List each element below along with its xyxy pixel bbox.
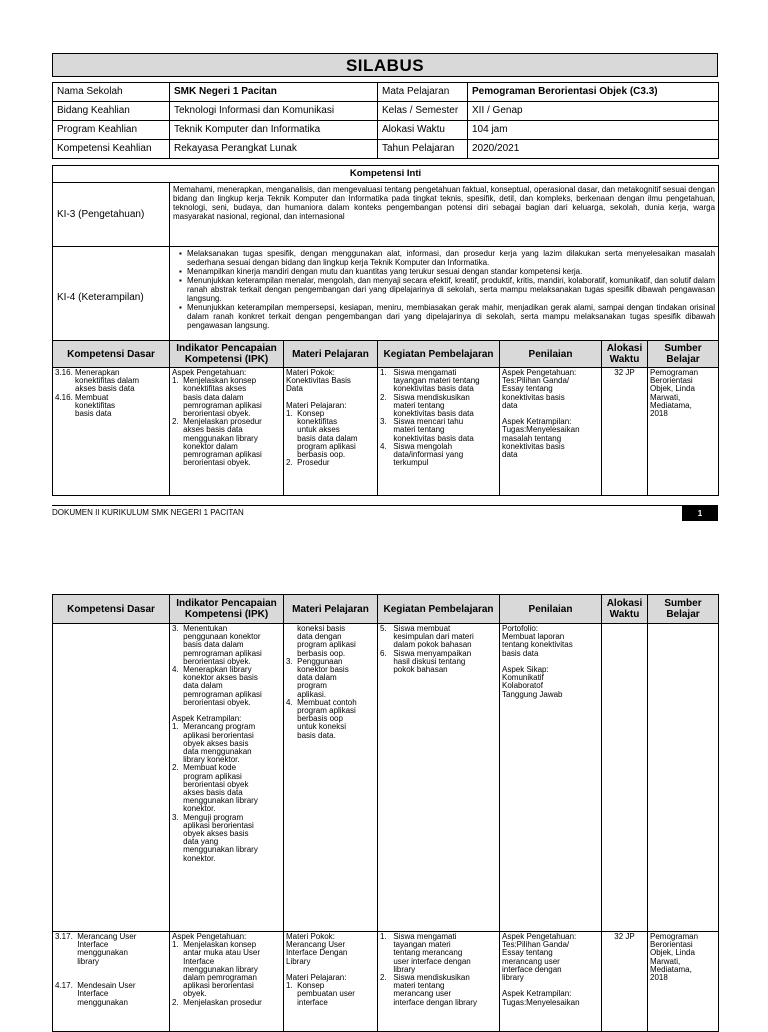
cell-kd <box>53 932 170 1032</box>
cell-text-line: 3. Menentukan <box>172 624 228 633</box>
info-value: XII / Genap <box>468 102 719 121</box>
info-value: 104 jam <box>468 121 719 140</box>
cell-text-line: konektifitas <box>55 400 116 410</box>
column-header: Indikator Pencapaian Kompetensi (IPK) <box>170 341 284 368</box>
ki4-item: ▪ Menampilkan kinerja mandiri dengan mutu dan kuantitas yang terukur sesuai dengan standar kompetensi kerja. <box>179 267 715 276</box>
cell-text-line: 3.16. Menerapkan <box>55 368 120 377</box>
cell-kegiatan <box>378 368 500 496</box>
cell-text-line: konektivitas basis data <box>380 384 474 394</box>
cell-text-line: Tugas:Menyelesaikan <box>502 997 580 1007</box>
cell-text-line: basis data dalam <box>172 640 244 650</box>
cell-text-line: Aspek Pengetahuan: <box>172 932 247 941</box>
page-footer <box>52 505 718 524</box>
cell-text-line: 6. Siswa menyampaikan <box>380 648 472 658</box>
cell-text-line: 5. Siswa membuat <box>380 624 451 633</box>
cell-text-line: konektor akses basis <box>172 673 258 683</box>
cell-text-line: aplikasi. <box>286 689 327 699</box>
cell-text-line: konektor basis <box>286 665 349 675</box>
cell-text-line: akses basis data <box>172 788 243 798</box>
cell-text-line: konektifitas dalam <box>55 376 140 386</box>
cell-text-line: aplikasi berorientasi <box>172 820 254 830</box>
cell-text-line: Merancang User <box>286 940 346 950</box>
cell-text-line: penggunaan konektor <box>172 632 261 642</box>
info-value: Teknologi Informasi dan Komunikasi <box>170 102 378 121</box>
cell-text-line: konektifitas <box>286 417 338 427</box>
core-competency-table <box>52 165 719 349</box>
column-header: Sumber Belajar <box>648 595 719 624</box>
cell-text-line: berbasis oop. <box>286 648 346 658</box>
syllabus-table-page-1 <box>52 340 719 496</box>
column-header: Indikator Pencapaian Kompetensi (IPK) <box>170 595 284 624</box>
column-header: Materi Pelajaran <box>284 341 378 368</box>
cell-sumber <box>648 368 719 496</box>
info-row <box>53 140 719 159</box>
cell-text-line: hasil diskusi tentang <box>380 656 466 666</box>
cell-text-line: Interface <box>172 956 215 966</box>
cell-text-line: obyek. <box>172 989 207 999</box>
cell-text-line: pemrograman aplikasi <box>172 400 262 410</box>
cell-text-line: Pemograman <box>650 932 699 941</box>
footer-text: DOKUMEN II KURIKULUM SMK NEGERI 1 PACITAN <box>52 508 244 517</box>
page-number: 1 <box>682 506 718 521</box>
cell-text-line: Aspek Pengetahuan: <box>172 368 247 377</box>
cell-text-line: tayangan materi <box>380 940 451 950</box>
cell-text-line: Data <box>286 384 303 394</box>
info-label: Nama Sekolah <box>53 83 170 102</box>
cell-text-line: berbasis oop <box>286 714 343 724</box>
info-value: Teknik Komputer dan Informatika <box>170 121 378 140</box>
cell-text-line: untuk koneksi <box>286 722 347 732</box>
cell-text-line: 4. Membuat contoh <box>286 697 357 707</box>
cell-text-line: data dengan <box>286 632 342 642</box>
cell-text-line: 32 JP <box>614 368 635 377</box>
cell-text-line: Materi Pokok: <box>286 368 335 377</box>
table-row <box>53 368 719 496</box>
cell-text-line: Kolaboratof <box>502 681 543 691</box>
cell-text-line: koneksi basis <box>286 624 346 633</box>
cell-text-line: 1. Menjelaskan konsep <box>172 376 257 386</box>
cell-text-line: untuk akses <box>286 425 340 435</box>
column-header: Penilaian <box>500 595 602 624</box>
cell-text-line: library <box>502 973 524 983</box>
info-label: Alokasi Waktu <box>378 121 468 140</box>
cell-text-line: tentang merancang <box>380 948 463 958</box>
info-label: Mata Pelajaran <box>378 83 468 102</box>
cell-text-line: pemrograman aplikasi <box>172 648 262 658</box>
cell-text-line: 1. Siswa mengamati <box>380 932 457 941</box>
cell-text-line: basis data <box>55 409 112 419</box>
cell-text-line: Tes:Pilihan Ganda/ <box>502 376 570 386</box>
cell-text-line: pokok bahasan <box>380 665 448 675</box>
cell-text-line: tayangan materi tentang <box>380 376 480 386</box>
cell-text-line: Interface <box>55 989 109 999</box>
cell-text-line: Materi Pelajaran: <box>286 973 347 983</box>
cell-sumber <box>648 624 719 932</box>
info-value: 2020/2021 <box>468 140 719 159</box>
cell-text-line: interface dengan <box>502 964 562 974</box>
cell-text-line: menggunakan library <box>172 796 258 806</box>
page-title: SILABUS <box>52 53 718 77</box>
cell-text-line: Portofolio: <box>502 624 539 633</box>
column-header: Kegiatan Pembelajaran <box>378 595 500 624</box>
cell-text-line: konektor. <box>172 804 216 814</box>
column-header: Sumber Belajar <box>648 341 719 368</box>
cell-text-line: terkumpul <box>380 458 429 468</box>
cell-text-line: dalam pokok bahasan <box>380 640 472 650</box>
cell-text-line: 1. Konsep <box>286 409 325 419</box>
info-label: Kompetensi Keahlian <box>53 140 170 159</box>
cell-text-line: program aplikasi <box>286 640 356 650</box>
core-competency-header: Kompetensi Inti <box>53 166 719 183</box>
cell-ipk <box>170 368 284 496</box>
info-row <box>53 83 719 102</box>
info-label: Kelas / Semester <box>378 102 468 121</box>
cell-text-line: menggunakan library <box>172 433 258 443</box>
column-header: Alokasi Waktu <box>602 595 648 624</box>
cell-text-line: 3. Menguji program <box>172 812 244 822</box>
cell-text-line: Tugas:Menyelesaikan <box>502 425 580 435</box>
ki4-item: ▪ Menunjukkan keterampilan menalar, mengolah, dan menyaji secara efektif, kreatif, produktif, kritis, mandiri, kolaboratif, komunikatif, dan solutif dalam ranah abstrak terkait dengan pengembangan dari yang dipelajarinya di sekolah, serta mampu melaksanakan tugas spesifik dibawah pengawasan langsung. <box>179 276 715 303</box>
cell-text-line: berorientasi obyek <box>172 779 249 789</box>
column-header: Kompetensi Dasar <box>53 341 170 368</box>
cell-text-line <box>55 966 167 974</box>
cell-text-line: Aspek Pengetahuan: <box>502 368 577 377</box>
info-row <box>53 102 719 121</box>
cell-materi <box>284 932 378 1032</box>
cell-text-line <box>604 625 645 633</box>
cell-text-line: menggunakan <box>55 948 128 958</box>
school-info-table <box>52 82 719 159</box>
cell-text-line: konektivitas basis data <box>380 409 474 419</box>
cell-text-line: berbasis oop. <box>286 450 346 460</box>
cell-text-line: Tes:Pilihan Ganda/ <box>502 940 570 950</box>
cell-text-line: Komunikatif <box>502 673 544 683</box>
cell-text-line: user interface dengan <box>380 956 471 966</box>
cell-text-line: 4.17. Mendesain User <box>55 981 136 991</box>
cell-text-line: merancang user <box>380 989 452 999</box>
cell-text-line <box>650 625 716 633</box>
cell-text-line: 4. Siswa mengolah <box>380 441 453 451</box>
cell-text-line: 2. Siswa mendiskusikan <box>380 973 470 983</box>
cell-text-line: 2. Prosedur <box>286 458 330 468</box>
cell-text-line: Aspek Ketrampilan: <box>502 417 572 427</box>
cell-text-line: menggunakan <box>55 997 128 1007</box>
cell-text-line: pembuatan user <box>286 989 355 999</box>
cell-text-line: konektor. <box>172 853 216 863</box>
cell-text-line: Aspek Sikap: <box>502 665 549 675</box>
cell-text-line: 1. Siswa mengamati <box>380 368 457 377</box>
cell-text-line: 2018 <box>650 409 668 419</box>
info-row <box>53 121 719 140</box>
cell-text-line: 2018 <box>650 973 668 983</box>
cell-text-line: Marwati, <box>650 956 681 966</box>
cell-text-line: konektifitas akses <box>172 384 247 394</box>
cell-text-line: Konektivitas Basis <box>286 376 351 386</box>
cell-text-line: data dalam <box>286 673 337 683</box>
cell-text-line: antar muka atau User <box>172 948 261 958</box>
cell-sumber <box>648 932 719 1032</box>
cell-text-line: menggunakan library <box>172 845 258 855</box>
table-row <box>53 932 719 1032</box>
cell-text-line: konektivitas basis <box>502 392 565 402</box>
info-label: Tahun Pelajaran <box>378 140 468 159</box>
cell-text-line: materi tentang <box>380 400 445 410</box>
cell-text-line: 3. Siswa mencari tahu <box>380 417 464 427</box>
cell-text-line: aplikasi berorientasi <box>172 981 254 991</box>
column-header: Penilaian <box>500 341 602 368</box>
cell-text-line: 4. Menerapkan library <box>172 665 252 675</box>
cell-text-line: berorientasi obyek. <box>172 656 251 666</box>
cell-text-line: data/informasi yang <box>380 450 464 460</box>
cell-text-line: program <box>286 681 327 691</box>
ki4-list <box>173 249 715 330</box>
table-row <box>53 624 719 932</box>
cell-materi <box>284 368 378 496</box>
cell-text-line: basis data dalam <box>172 392 244 402</box>
column-header: Kompetensi Dasar <box>53 595 170 624</box>
cell-kegiatan <box>378 932 500 1032</box>
cell-text-line: Interface <box>55 940 109 950</box>
cell-text-line: Materi Pelajaran: <box>286 400 347 410</box>
cell-text-line: data menggunakan <box>172 747 252 757</box>
cell-text-line: Aspek Ketrampilan: <box>502 989 572 999</box>
cell-text-line: 3. Penggunaan <box>286 656 343 666</box>
cell-text-line: Marwati, <box>650 392 681 402</box>
cell-text-line: 1. Merancang program <box>172 722 256 732</box>
ki3-label: KI-3 (Pengetahuan) <box>53 183 170 247</box>
cell-text-line: 32 JP <box>614 932 635 941</box>
cell-text-line: Materi Pokok: <box>286 932 335 941</box>
cell-text-line: pemrograman aplikasi <box>172 450 262 460</box>
cell-text-line: Berorientasi <box>650 376 693 386</box>
cell-text-line: Tanggung Jawab <box>502 689 563 699</box>
cell-text-line: Mediatama, <box>650 964 692 974</box>
info-value: Rekayasa Perangkat Lunak <box>170 140 378 159</box>
ki4-item: ▪ Menunjukkan keterampilan mempersepsi, kesiapan, meniru, membiasakan gerak mahir, menjadikan gerak alami, sampai dengan tindakan orisinal dalam ranah konkret terkait dengan pengembangan dari yang dipelajarinya di sekolah, serta mampu melaksanakan tugas spesifik dibawah pengawasan langsung. <box>179 303 715 330</box>
cell-text-line: Objek, Linda <box>650 384 695 394</box>
ki3-text: Memahami, menerapkan, menganalisis, dan mengevaluasi tentang pengetahuan faktual, konseptual, operasional dasar, dan metakognitif sesuai dengan bidang dan lingkup kerja Teknik Komputer dan Informatika pada tingkat teknis, spesifik, detil, dan kompleks, berkenaan dengan ilmu pengetahuan, teknologi, seni, budaya, dan humaniora dalam konteks pengembangan potensi diri sebagai bagian dari keluarga, sekolah, dunia kerja, warga masyarakat nasional, regional, dan internasional <box>170 183 719 247</box>
cell-text-line: 1. Menjelaskan konsep <box>172 940 257 950</box>
cell-text-line: basis data. <box>286 730 336 740</box>
column-header: Materi Pelajaran <box>284 595 378 624</box>
cell-text-line: Aspek Ketrampilan: <box>172 714 242 724</box>
cell-text-line: akses basis data <box>55 384 135 394</box>
cell-text-line: berorientasi obyek. <box>172 409 251 419</box>
cell-text-line: library <box>380 964 416 974</box>
cell-text-line: data dalam <box>172 681 223 691</box>
cell-penilaian <box>500 932 602 1032</box>
cell-text-line: berorientasi obyek. <box>172 458 251 468</box>
cell-text-line <box>55 625 167 633</box>
cell-text-line: data <box>502 400 518 410</box>
info-label: Program Keahlian <box>53 121 170 140</box>
cell-text-line: tentang konektivitas <box>502 640 573 650</box>
cell-text-line: program aplikasi <box>286 441 356 451</box>
column-header: Kegiatan Pembelajaran <box>378 341 500 368</box>
cell-text-line: library <box>55 956 100 966</box>
cell-text-line: 2. Siswa mendiskusikan <box>380 392 470 402</box>
cell-kd <box>53 368 170 496</box>
cell-text-line: data <box>502 450 518 460</box>
cell-text-line: kesimpulan dari materi <box>380 632 474 642</box>
cell-kegiatan <box>378 624 500 932</box>
cell-text-line: 2. Menjelaskan prosedur <box>172 997 262 1007</box>
cell-text-line: Mediatama, <box>650 400 692 410</box>
cell-text-line: Pemograman <box>650 368 699 377</box>
column-header: Alokasi Waktu <box>602 341 648 368</box>
cell-penilaian <box>500 368 602 496</box>
cell-text-line: basis data <box>502 648 539 658</box>
cell-materi <box>284 624 378 932</box>
cell-penilaian <box>500 624 602 932</box>
cell-text-line: program aplikasi <box>286 706 356 716</box>
cell-alokasi <box>602 624 648 932</box>
cell-text-line: Interface Dengan <box>286 948 348 958</box>
syllabus-table-page-2 <box>52 594 719 1032</box>
cell-text-line: Aspek Pengetahuan: <box>502 932 577 941</box>
cell-text-line: library konektor. <box>172 755 240 765</box>
cell-text-line: konektivitas basis <box>502 441 565 451</box>
cell-text-line: dalam pemrograman <box>172 973 257 983</box>
cell-text-line: 2. Menjelaskan prosedur <box>172 417 262 427</box>
cell-text-line: materi tentang <box>380 425 445 435</box>
cell-text-line: Essay tentang <box>502 948 553 958</box>
cell-text-line: merancang user <box>502 956 560 966</box>
info-value: Pemograman Berorientasi Objek (C3.3) <box>468 83 719 102</box>
cell-text-line: Objek, Linda <box>650 948 695 958</box>
cell-text-line: interface dengan library <box>380 997 477 1007</box>
cell-text-line: aplikasi berorientasi <box>172 730 254 740</box>
cell-text-line: Essay tentang <box>502 384 553 394</box>
cell-text-line: obyek akses basis <box>172 829 249 839</box>
cell-text-line: Library <box>286 956 311 966</box>
cell-ipk <box>170 932 284 1032</box>
cell-text-line: data yang <box>172 837 219 847</box>
cell-text-line: 1. Konsep <box>286 981 325 991</box>
cell-text-line: 3.17. Merancang User <box>55 932 137 941</box>
cell-text-line: konektivitas basis data <box>380 433 474 443</box>
cell-text-line: berorientasi obyek. <box>172 697 251 707</box>
cell-ipk <box>170 624 284 932</box>
cell-text-line: pemrograman aplikasi <box>172 689 262 699</box>
cell-text-line: menggunakan library <box>172 964 258 974</box>
cell-text-line: Membuat laporan <box>502 632 565 642</box>
info-label: Bidang Keahlian <box>53 102 170 121</box>
cell-alokasi <box>602 932 648 1032</box>
cell-text-line: masalah tentang <box>502 433 562 443</box>
cell-text-line: 4.16. Membuat <box>55 392 109 402</box>
cell-text-line: materi tentang <box>380 981 445 991</box>
cell-text-line: Berorientasi <box>650 940 693 950</box>
cell-text-line: program aplikasi <box>172 771 242 781</box>
cell-text-line: basis data dalam <box>286 433 358 443</box>
ki4-item: ▪ Melaksanakan tugas spesifik, dengan menggunakan alat, informasi, dan prosedur kerja yang lazim dilakukan serta menyelesaikan masalah sederhana sesuai dengan bidang dan lingkup kerja Teknik Komputer dan Informatika. <box>179 249 715 267</box>
cell-alokasi <box>602 368 648 496</box>
cell-text-line: konektor dalam <box>172 441 238 451</box>
cell-kd <box>53 624 170 932</box>
cell-text-line: 2. Membuat kode <box>172 763 237 773</box>
ki4-label: KI-4 (Keterampilan) <box>53 247 170 349</box>
cell-text-line: akses basis data <box>172 425 243 435</box>
cell-text-line: interface <box>286 997 328 1007</box>
info-value: SMK Negeri 1 Pacitan <box>170 83 378 102</box>
cell-text-line: obyek akses basis <box>172 738 249 748</box>
